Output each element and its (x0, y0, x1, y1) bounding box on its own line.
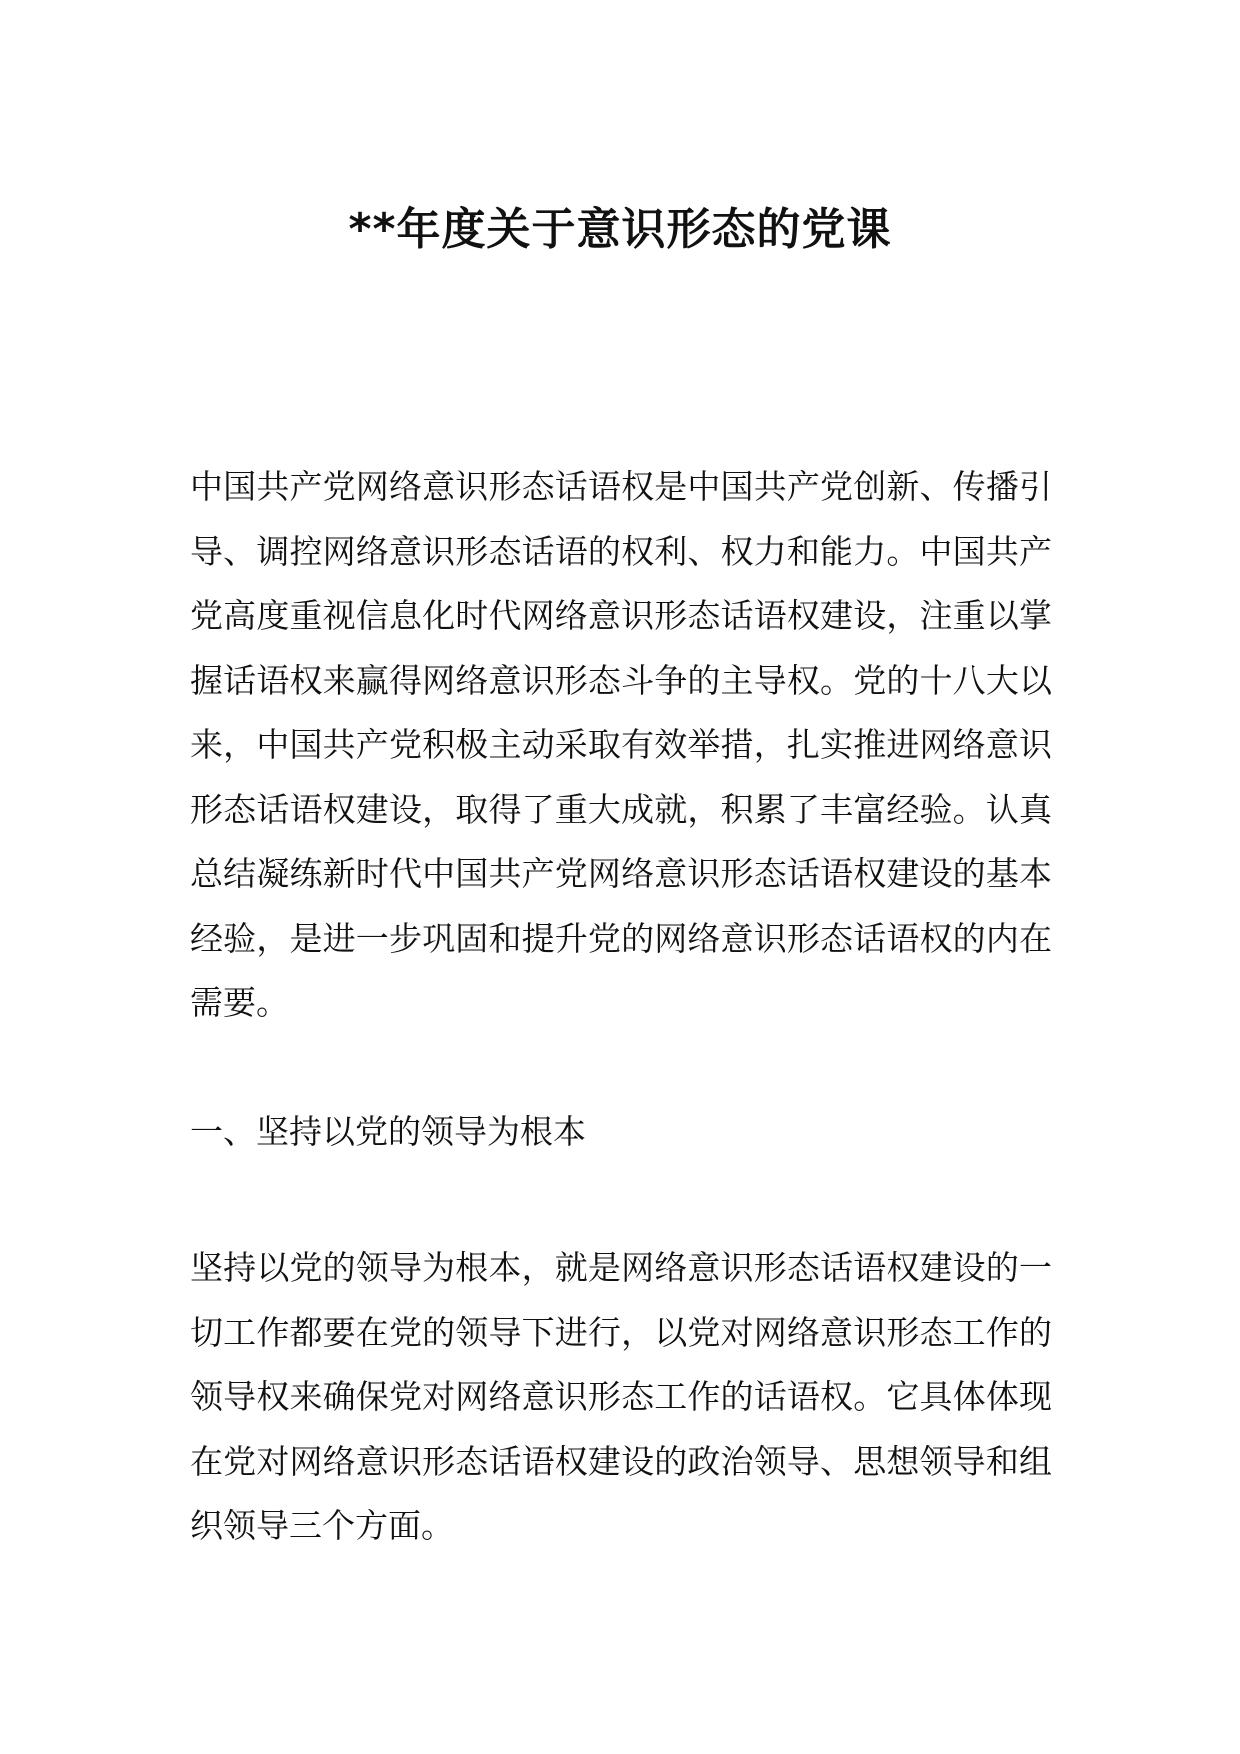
section-heading: 一、坚持以党的领导为根本 (190, 1112, 586, 1151)
body-paragraph: 坚持以党的领导为根本，就是网络意识形态话语权建设的一切工作都要在党的领导下进行，以党对网络意识形态工作的领导权来确保党对网络意识形态工作的话语权。它具体体现在党对网络意识形态话语权建设的政治领导、思想领导和组织领导三个方面。 (190, 1248, 1052, 1545)
document-title: **年度关于意识形态的党课 (348, 204, 892, 255)
body-paragraph: 中国共产党网络意识形态话语权是中国共产党创新、传播引导、调控网络意识形态话语的权利、权力和能力。中国共产党高度重视信息化时代网络意识形态话语权建设，注重以掌握话语权来赢得网络意识形态斗争的主导权。党的十八大以来，中国共产党积极主动采取有效举措，扎实推进网络意识形态话语权建设，取得了重大成就，积累了丰富经验。认真总结凝练新时代中国共产党网络意识形态话语权建设的基本经验，是进一步巩固和提升党的网络意识形态话语权的内在需要。 (190, 467, 1052, 1022)
